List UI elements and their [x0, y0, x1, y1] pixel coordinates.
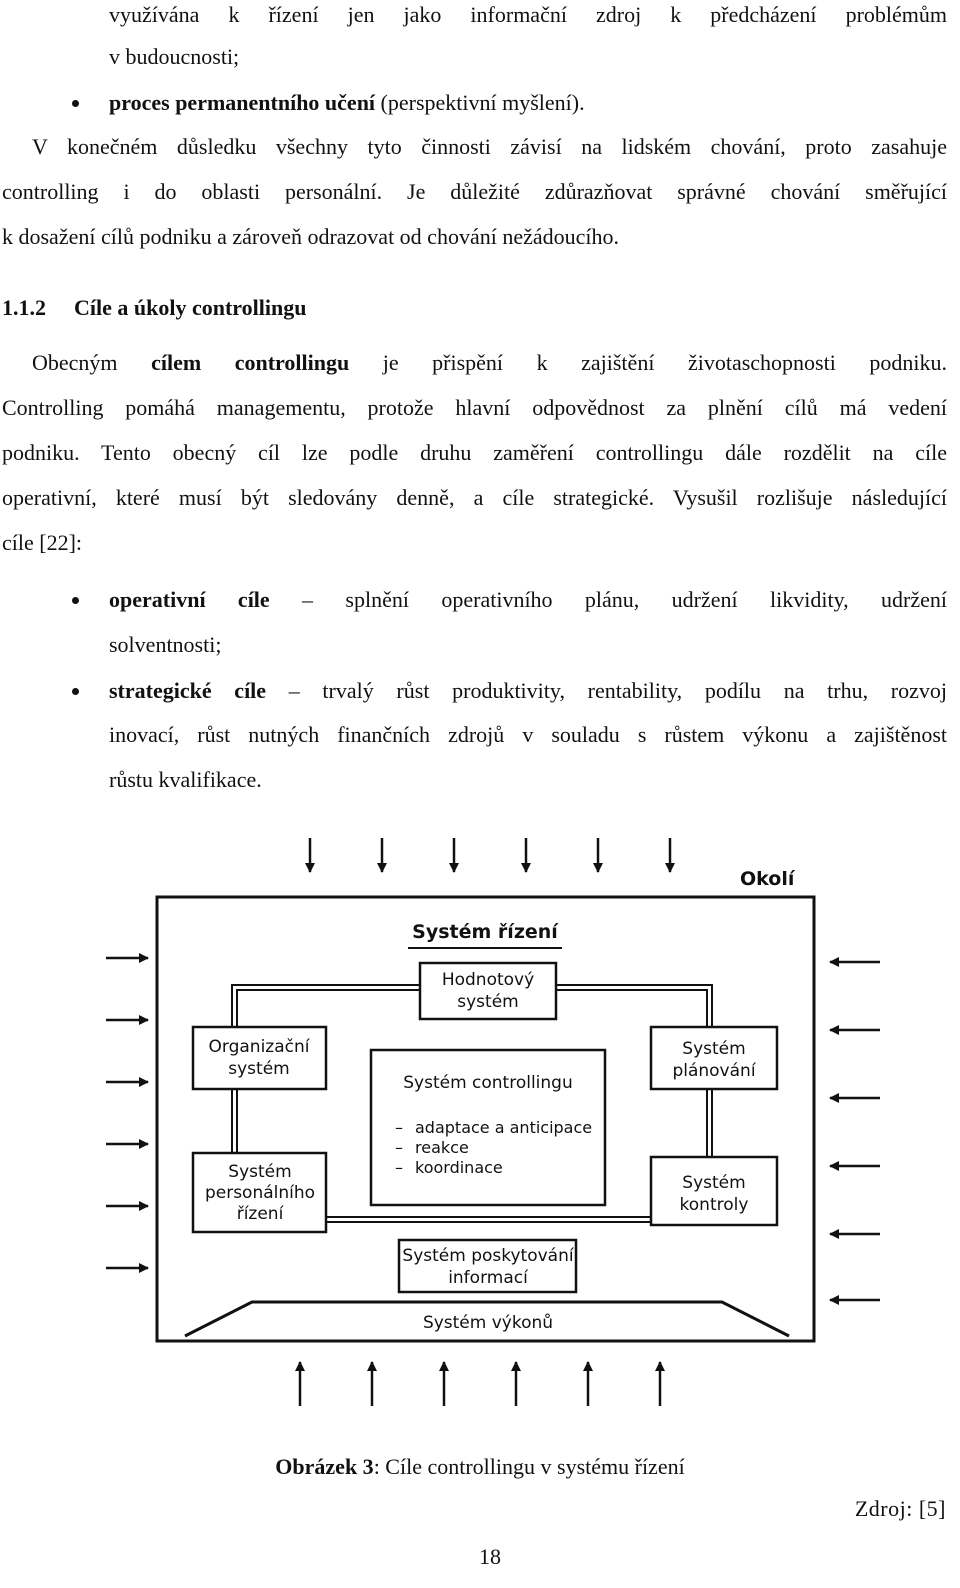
- bullet-bold-text: operativní cíle: [109, 587, 270, 612]
- value-system-label: Hodnotový: [441, 970, 535, 990]
- paragraph-line: Controlling pomáhá managementu, protože hlavní odpovědnost za plnění cílů má vedení: [2, 395, 947, 420]
- bullet-text: – trvalý růst produktivity, rentability, podílu na trhu, rozvoj: [266, 678, 948, 703]
- info-system-label: informací: [448, 1268, 528, 1288]
- bullet-icon: [72, 688, 79, 695]
- page-number: 18: [479, 1544, 501, 1569]
- paragraph-line: podniku. Tento obecný cíl lze podle druhu zaměření controllingu dále rozdělit na cíle: [2, 440, 947, 465]
- section-title: Cíle a úkoly controllingu: [74, 295, 307, 320]
- controlling-item: adaptace a anticipace: [415, 1118, 593, 1137]
- personnel-system-label: personálního: [204, 1183, 316, 1203]
- bottom-arrows: [300, 1362, 660, 1406]
- bullet-item-line: růstu kvalifikace.: [109, 767, 262, 792]
- left-arrows: [106, 958, 148, 1268]
- bullet-icon: [72, 597, 79, 604]
- bullet-item: [109, 88, 585, 118]
- paragraph-line: cíle [22]:: [2, 530, 83, 555]
- top-arrows: [310, 838, 670, 872]
- figure-source: Zdroj: [5]: [854, 1496, 946, 1521]
- dash-icon: –: [395, 1118, 403, 1137]
- control-check-system-label: Systém: [682, 1173, 746, 1193]
- paragraph-line: k dosažení cílů podniku a zároveň odrazovat od chování nežádoucího.: [2, 224, 619, 249]
- paragraph-line: operativní, které musí být sledovány denně, a cíle strategické. Vysušil rozlišuje následující: [2, 485, 947, 510]
- figure-caption: [0, 1452, 960, 1482]
- environment-label: Okolí: [740, 868, 795, 890]
- bullet-continuation-line: využívána k řízení jen jako informační zdroj k předcházení problémům: [109, 2, 947, 27]
- org-system-label: systém: [228, 1059, 290, 1079]
- paragraph-line: [32, 348, 947, 378]
- planning-system-label: plánování: [672, 1061, 756, 1081]
- section-number: 1.1.2: [2, 295, 46, 320]
- controlling-item: reakce: [415, 1138, 469, 1157]
- caption-text: : Cíle controllingu v systému řízení: [373, 1454, 685, 1479]
- bullet-icon: [72, 100, 79, 107]
- bullet-item-line: inovací, růst nutných finančních zdrojů v souladu s růstem výkonu a zajištěnost: [109, 722, 947, 747]
- bullet-text: (perspektivní myšlení).: [375, 90, 585, 115]
- performance-system-label: Systém výkonů: [422, 1313, 554, 1333]
- bullet-item: [109, 585, 947, 615]
- paragraph-line: controlling i do oblasti personální. Je důležité zdůrazňovat správné chování směřující: [2, 179, 947, 204]
- dash-icon: –: [395, 1138, 403, 1157]
- info-system-label: Systém poskytování: [402, 1246, 574, 1266]
- personnel-system-label: Systém: [228, 1162, 292, 1182]
- controlling-diagram: [86, 822, 892, 1434]
- section-heading: [2, 293, 306, 323]
- bullet-continuation-line: v budoucnosti;: [109, 44, 240, 69]
- bullet-item-line: solventnosti;: [109, 632, 222, 657]
- value-system-label: systém: [457, 992, 519, 1012]
- bullet-bold-text: proces permanentního učení: [109, 90, 376, 115]
- text-run: Obecným: [32, 350, 152, 375]
- caption-label: Obrázek 3: [275, 1454, 374, 1479]
- right-arrows: [830, 962, 880, 1300]
- planning-system-label: Systém: [682, 1039, 746, 1059]
- bullet-item: [109, 676, 947, 706]
- controlling-item: koordinace: [415, 1158, 503, 1177]
- personnel-system-label: řízení: [236, 1204, 284, 1224]
- control-check-system-label: kontroly: [679, 1195, 749, 1215]
- org-system-label: Organizační: [208, 1037, 310, 1057]
- control-system-title: Systém řízení: [412, 921, 558, 943]
- controlling-system-title: Systém controllingu: [403, 1073, 573, 1093]
- paragraph-line: V konečném důsledku všechny tyto činnosti závisí na lidském chování, proto zasahuje: [32, 134, 947, 159]
- bold-text-run: cílem controllingu: [151, 350, 350, 375]
- dash-icon: –: [395, 1158, 403, 1177]
- bullet-text: – splnění operativního plánu, udržení likvidity, udržení: [269, 587, 947, 612]
- bullet-bold-text: strategické cíle: [109, 678, 267, 703]
- text-run: je přispění k zajištění životaschopnosti podniku.: [349, 350, 947, 375]
